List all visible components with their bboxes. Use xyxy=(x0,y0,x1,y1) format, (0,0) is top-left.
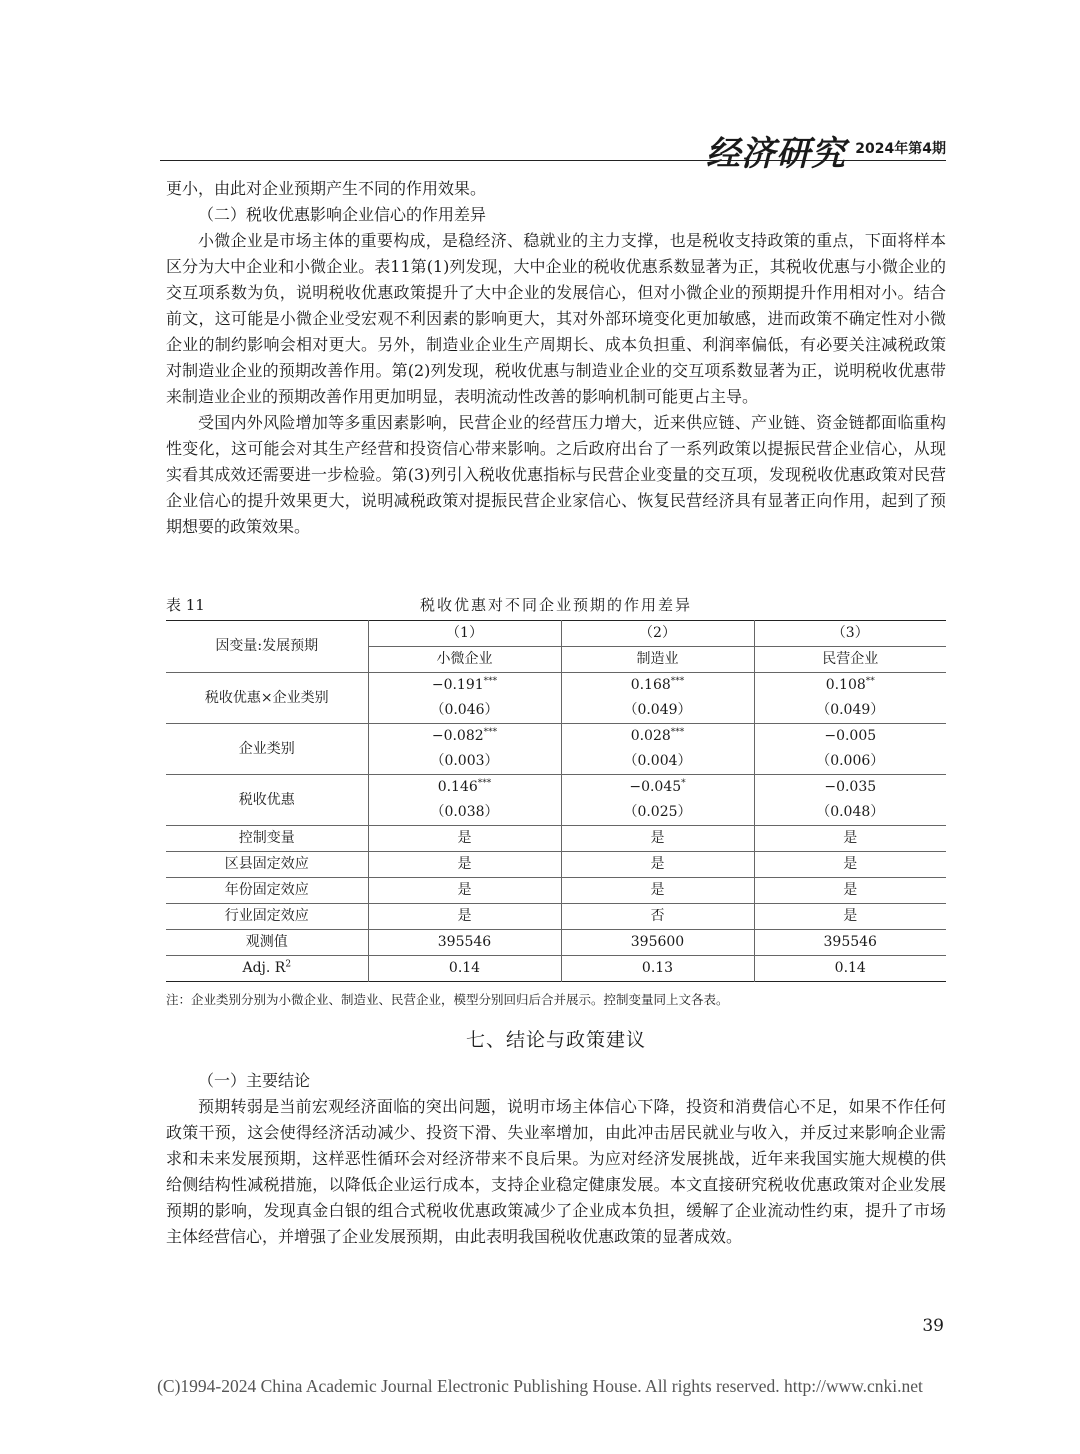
value-cell: 是 xyxy=(368,826,561,852)
value-cell: 是 xyxy=(754,826,946,852)
col-num: （2） xyxy=(561,621,754,647)
value-cell: 是 xyxy=(561,826,754,852)
dep-var-label: 因变量:发展预期 xyxy=(166,621,368,673)
value-cell: 是 xyxy=(561,852,754,878)
value-cell: 395546 xyxy=(754,930,946,956)
se-cell: （0.049） xyxy=(816,702,885,718)
section-title: 七、结论与政策建议 xyxy=(465,1029,646,1051)
coef-cell: 0.146*** xyxy=(368,775,561,801)
row-label: 观测值 xyxy=(166,930,368,956)
issue-number: 2024年第4期 xyxy=(855,141,946,157)
paragraph: 预期转弱是当前宏观经济面临的突出问题，说明市场主体信心下降，投资和消费信心不足，如果不作任何政策干预，这会使得经济活动减少、投资下滑、失业率增加，由此冲击居民就业与收入，并反过来影响企业需求和未来发展预期，这样恶性循环会对经济带来不良后果。为应对经济发展挑战，近年来我国实施大规模的供给侧结构性减税措施，以降低企业运行成本，支持企业稳定健康发展。本文直接研究税收优惠政策对企业发展预期的影响，发现真金白银的组合式税收优惠政策减少了企业成本负担，缓解了企业流动性约束，提升了市场主体经营信心，并增强了企业发展预期，由此表明我国税收优惠政策的显著成效。 xyxy=(166,1097,946,1246)
se-cell: （0.049） xyxy=(561,698,754,724)
coef-cell: 0.108** xyxy=(754,673,946,699)
copyright-footer: (C)1994-2024 China Academic Journal Electronic Publishing House. All rights reserved. http://www.cnki.net xyxy=(157,1376,923,1396)
row-label: 企业类别 xyxy=(166,724,368,775)
coef-cell: 0.028*** xyxy=(561,724,754,750)
regression-table xyxy=(166,620,946,982)
body-text-top xyxy=(166,176,946,540)
se-cell: （0.038） xyxy=(368,800,561,826)
col-name: 小微企业 xyxy=(368,647,561,673)
value-cell: 否 xyxy=(561,904,754,930)
se-cell: （0.003） xyxy=(368,749,561,775)
header-rule xyxy=(160,160,946,161)
value-cell: 是 xyxy=(754,852,946,878)
se-cell: （0.006） xyxy=(816,753,885,769)
value-cell: 是 xyxy=(754,878,946,904)
value-cell: 是 xyxy=(561,878,754,904)
running-header xyxy=(160,122,946,174)
se-cell: （0.004） xyxy=(561,749,754,775)
table-note: 注：企业类别分别为小微企业、制造业、民营企业，模型分别回归后合并展示。控制变量同上文各表。 xyxy=(166,992,729,1007)
value-cell: 是 xyxy=(368,904,561,930)
row-label: 行业固定效应 xyxy=(166,904,368,930)
col-num: （1） xyxy=(368,621,561,647)
subsection-heading: （二）税收优惠影响企业信心的作用差异 xyxy=(198,205,487,224)
se-cell: （0.046） xyxy=(368,698,561,724)
value-cell: 0.13 xyxy=(561,956,754,982)
col-num: （3） xyxy=(754,621,946,647)
body-text-bottom xyxy=(166,1068,946,1250)
row-label: 税收优惠 xyxy=(166,775,368,826)
value-cell: 是 xyxy=(368,878,561,904)
coef-cell: −0.082*** xyxy=(368,724,561,750)
se-cell: （0.025） xyxy=(561,800,754,826)
col-name: 制造业 xyxy=(561,647,754,673)
journal-logo: 经济研究 xyxy=(706,134,846,174)
subsection-heading: （一）主要结论 xyxy=(198,1071,311,1090)
value-cell: 是 xyxy=(368,852,561,878)
value-cell: 0.14 xyxy=(368,956,561,982)
page-number: 39 xyxy=(922,1316,944,1336)
table-title xyxy=(166,594,946,618)
coef-cell: −0.045* xyxy=(561,775,754,801)
col-name: 民营企业 xyxy=(822,651,879,667)
coef-cell: −0.035 xyxy=(754,775,946,801)
value-cell: 是 xyxy=(754,904,946,930)
value-cell: 395546 xyxy=(368,930,561,956)
coef-cell: −0.191*** xyxy=(368,673,561,699)
paragraph: 受国内外风险增加等多重因素影响，民营企业的经营压力增大，近来供应链、产业链、资金链都面临重构性变化，这可能会对其生产经营和投资信心带来影响。之后政府出台了一系列政策以提振民营企业信心，从现实看其成效还需要进一步检验。第(3)列引入税收优惠指标与民营企业变量的交互项，发现税收优惠政策对民营企业信心的提升效果更大，说明减税政策对提振民营企业家信心、恢复民营经济具有显著正向作用，起到了预期想要的政策效果。 xyxy=(166,413,946,536)
row-label: 控制变量 xyxy=(166,826,368,852)
table-label: 表 11 xyxy=(166,596,205,614)
row-label: 年份固定效应 xyxy=(166,878,368,904)
row-label: 区县固定效应 xyxy=(166,852,368,878)
row-label: Adj. $R^2$ xyxy=(166,956,368,982)
paragraph-continued: 更小，由此对企业预期产生不同的作用效果。 xyxy=(166,179,487,198)
paragraph: 小微企业是市场主体的重要构成，是稳经济、稳就业的主力支撑，也是税收支持政策的重点，下面将样本区分为大中企业和小微企业。表11第(1)列发现，大中企业的税收优惠系数显著为正，其税收优惠与小微企业的交互项系数为负，说明税收优惠政策提升了大中企业的发展信心，但对小微企业的预期提升作用相对小。结合前文，这可能是小微企业受宏观不利因素的影响更大，其对外部环境变化更加敏感，进而政策不确定性对小微企业的制约影响会相对更大。另外，制造业企业生产周期长、成本负担重、利润率偏低，有必要关注减税政策对制造业企业的预期改善作用。第(2)列发现，税收优惠与制造业企业的交互项系数显著为正，说明税收优惠带来制造业企业的预期改善作用更加明显，表明流动性改善的影响机制可能更占主导。 xyxy=(166,231,946,406)
coef-cell: 0.168*** xyxy=(561,673,754,699)
table-caption: 税收优惠对不同企业预期的作用差异 xyxy=(419,596,692,614)
row-label: 税收优惠×企业类别 xyxy=(166,673,368,724)
coef-cell: −0.005 xyxy=(754,724,946,750)
value-cell: 395600 xyxy=(561,930,754,956)
se-cell: （0.048） xyxy=(816,804,885,820)
value-cell: 0.14 xyxy=(754,956,946,982)
